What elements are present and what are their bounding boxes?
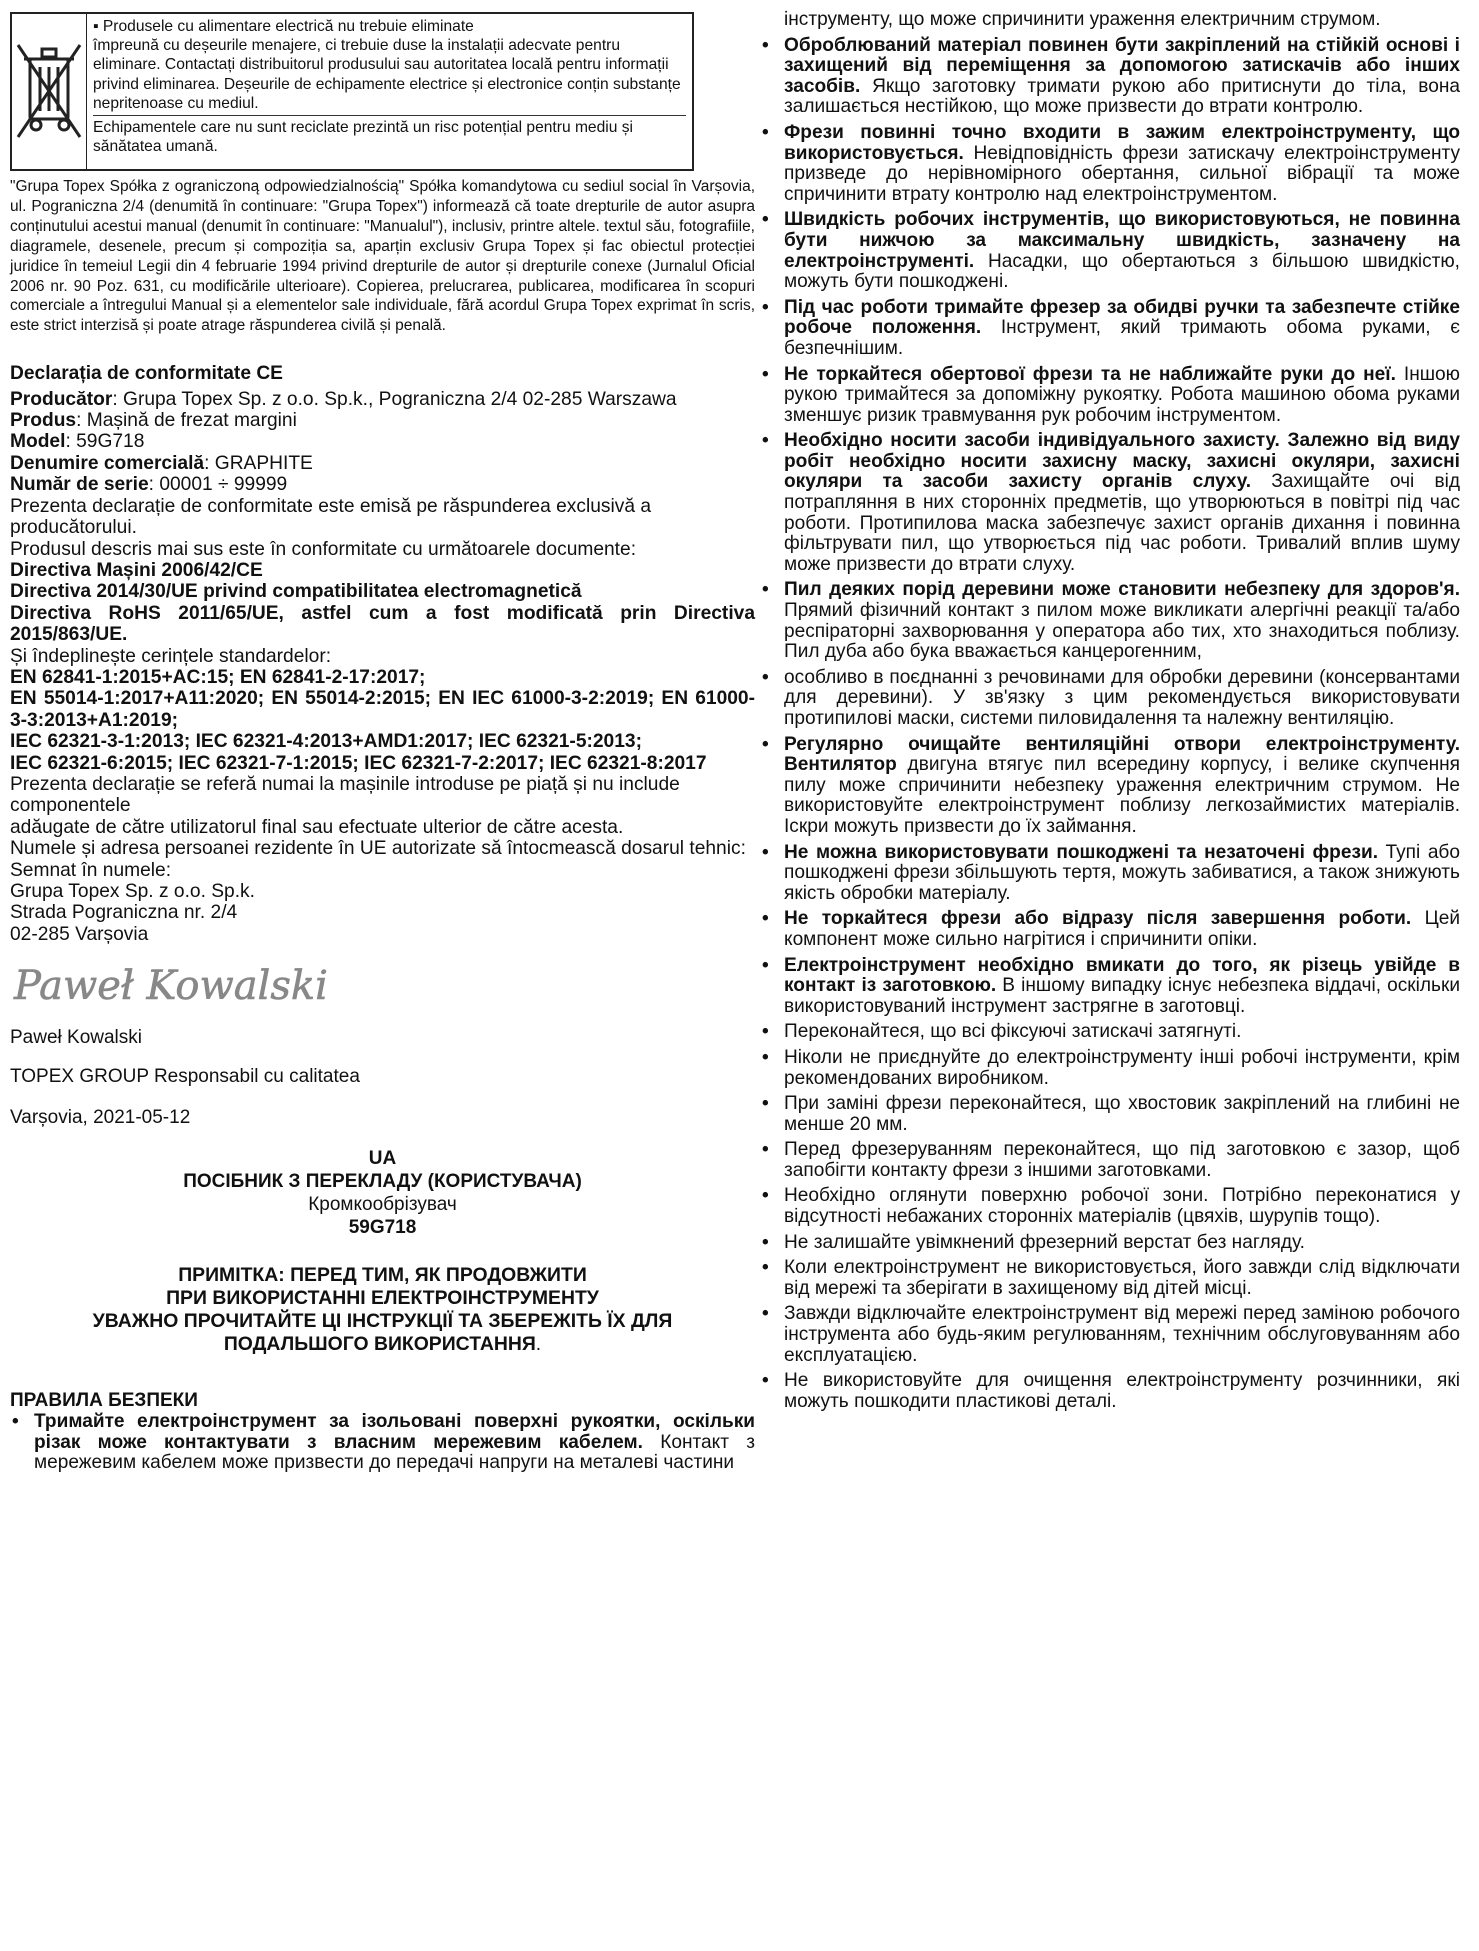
list-item: • Не використовуйте для очищення електроінструменту розчинники, які можуть пошкодити пластикові деталі. xyxy=(760,1371,1460,1412)
ua-note-period: . xyxy=(535,1333,542,1356)
applies-text-2: adăugate de către utilizatorul final sau efectuate ulterior de către acesta. xyxy=(10,816,624,838)
right-column xyxy=(760,10,1460,1417)
model-value: : 59G718 xyxy=(65,431,145,453)
ua-subtitle: Кромкообрізувач xyxy=(308,1194,457,1216)
list-item: • Не можна використовувати пошкоджені та незаточені фрези. Тупі або пошкоджені фрези збільшують тертя, можуть забиватися, а також знижують якість обробки матеріалу. xyxy=(760,843,1460,905)
responsibility-text: Prezenta declarație de conformitate este emisă pe răspunderea exclusivă a producătorului. xyxy=(10,495,652,539)
list-item: • Не торкайтеся фрези або відразу після завершення роботи. Цей компонент може сильно нагрітися і спричинити опіки. xyxy=(760,909,1460,950)
list-item: • особливо в поєднанні з речовинами для обробки деревини (консервантами для деревини). У зв'язку з цим рекомендується використовувати протипилові маски, системи пиловидалення та належну вентиляцію. xyxy=(760,668,1460,730)
standards-line-2: EN 55014-1:2017+A11:2020; EN 55014-2:2015; EN IEC 61000-3-2:2019; EN 61000-3-3:2013+A1:2019; xyxy=(10,688,755,731)
ua-manual-header xyxy=(10,1147,755,1239)
product-value: : Mașină de frezat margini xyxy=(76,410,297,432)
standards-line-4: IEC 62321-6:2015; IEC 62321-7-1:2015; IEC 62321-7-2:2017; IEC 62321-8:2017 xyxy=(10,752,707,774)
list-item: • Завжди відключайте електроінструмент від мережі перед заміною робочого інструмента або будь-яким регулюванням, технічним обслуговуванням або експлуатацією. xyxy=(760,1304,1460,1366)
list-item: • Тримайте електроінструмент за ізольовані поверхні рукоятки, оскільки різак може контактувати з власним мережевим кабелем. Контакт з мережевим кабелем може призвести до передачі напруги на металеві частини xyxy=(10,1412,755,1474)
list-item: • Не залишайте увімкнений фрезерний верстат без нагляду. xyxy=(760,1233,1460,1254)
serial-label: Număr de serie xyxy=(10,474,149,496)
ce-declaration xyxy=(10,363,755,945)
producer-label: Producător xyxy=(10,388,113,410)
list-item: • Пил деяких порід деревини може становити небезпеку для здоров'я. Прямий фізичний контакт з пилом може викликати алергічні реакції та/або респіраторні захворювання у оператора або тих, хто знаходиться поблизу. Пил дуба або бука вважається канцерогенним, xyxy=(760,580,1460,662)
weee-line-2: împreună cu deșeurile menajere, ci trebuie duse la instalații adecvate pentru eliminare. Contactați distribuitorul produsului sau autoritatea locală pentru informații privind eliminarea. Deșeurile de echipamente electrice și electronice conțin substanțe nepritenoase cu mediul. xyxy=(93,37,681,112)
ua-note-line-4: ПОДАЛЬШОГО ВИКОРИСТАННЯ xyxy=(223,1333,536,1356)
list-item: • Переконайтеся, що всі фіксуючі затискачі затягнуті. xyxy=(760,1022,1460,1043)
ua-note xyxy=(10,1264,755,1356)
address-line-3: 02-285 Varșovia xyxy=(10,923,149,945)
safety-rules-title: ПРАВИЛА БЕЗПЕКИ xyxy=(10,1390,198,1412)
declaration-title: Declarația de conformitate CE xyxy=(10,363,283,385)
weee-notice-box xyxy=(10,12,694,171)
ua-note-line-1: ПРИМІТКА: ПЕРЕД ТИМ, ЯК ПРОДОВЖИТИ xyxy=(178,1264,587,1287)
ua-title: ПОСІБНИК З ПЕРЕКЛАДУ (КОРИСТУВАЧА) xyxy=(183,1171,582,1193)
directive-emc: Directiva 2014/30/UE privind compatibilitatea electromagnetică xyxy=(10,581,582,603)
signer-role: TOPEX GROUP Responsabil cu calitatea xyxy=(10,1066,360,1088)
ua-lang-code: UA xyxy=(368,1148,397,1170)
model-label: Model xyxy=(10,431,66,453)
list-item: • Оброблюваний матеріал повинен бути закріплений на стійкій основі і захищений від переміщення за допомогою затискачів або інших засобів. Якщо заготовку тримати рукою або притиснути до тіла, вона залишається нестійкою, що може призвести до втрати контролю. xyxy=(760,36,1460,118)
list-item: • При заміні фрези переконайтеся, що хвостовик закріплений на глибині не менше 20 мм. xyxy=(760,1094,1460,1135)
producer-value: : Grupa Topex Sp. z o.o. Sp.k., Pograniczna 2/4 02-285 Warszawa xyxy=(112,388,677,410)
weee-line-3: Echipamentele care nu sunt reciclate prezintă un risc potențial pentru mediu și sănătatea umană. xyxy=(93,115,686,156)
place-date: Varșovia, 2021-05-12 xyxy=(10,1107,191,1129)
ua-note-line-2: ПРИ ВИКОРИСТАННІ ЕЛЕКТРОІНСТРУМЕНТУ xyxy=(166,1287,599,1310)
left-safety-list xyxy=(10,1412,755,1474)
right-safety-list xyxy=(760,36,1460,1413)
list-item: • Ніколи не приєднуйте до електроінструменту інші робочі інструменти, крім рекомендованих виробником. xyxy=(760,1048,1460,1089)
ua-model: 59G718 xyxy=(348,1217,417,1239)
standards-intro: Și îndeplinește cerințele standardelor: xyxy=(10,645,332,667)
eu-representative-text: Numele și adresa persoanei rezidente în UE autorizate să întocmească dosarul tehnic: xyxy=(10,838,746,860)
directive-rohs: Directiva RoHS 2011/65/UE, astfel cum a fost modificată prin Directiva 2015/863/UE. xyxy=(10,602,755,646)
weee-text xyxy=(87,14,692,169)
list-item: • Необхідно носити засоби індивідуального захисту. Залежно від виду робіт необхідно носити захисну маску, захисні окуляри, захисні окуляри та засоби захисту органів слуху. Захищайте очі від потрапляння в них сторонніх предметів, що утворюються в повітрі під час роботи. Протипилова маска забезпечує захист органів дихання і повинна фільтрувати пил, що утворюється під час роботи. Тривалий вплив шуму може призвести до втрати слуху. xyxy=(760,431,1460,575)
signature-image xyxy=(10,947,755,1027)
product-label: Produs xyxy=(10,410,77,432)
copyright-notice xyxy=(10,177,755,336)
crossed-bin-icon xyxy=(12,37,86,147)
standards-line-3: IEC 62321-3-1:2013; IEC 62321-4:2013+AMD1:2017; IEC 62321-5:2013; xyxy=(10,731,642,753)
signed-on-behalf: Semnat în numele: xyxy=(10,859,172,881)
address-line-1: Grupa Topex Sp. z o.o. Sp.k. xyxy=(10,881,255,902)
weee-icon-cell xyxy=(12,14,87,169)
signature-text: Paweł Kowalski xyxy=(14,963,328,1010)
list-item: • Регулярно очищайте вентиляційні отвори електроінструменту. Вентилятор двигуна втягує пил всередину корпусу, і велике скупчення пилу може спричинити небезпеку ураження електричним струмом. Не використовуйте електроінструмент поблизу легкозаймистих матеріалів. Іскри можуть призвести до їх займання. xyxy=(760,735,1460,838)
address-line-2: Strada Pograniczna nr. 2/4 xyxy=(10,902,238,924)
list-item: • Необхідно оглянути поверхню робочої зони. Потрібно переконатися у відсутності небажаних сторонніх матеріалів (цвяхів, шурупів тощо). xyxy=(760,1186,1460,1227)
conformity-text: Produsul descris mai sus este în conformitate cu următoarele documente: xyxy=(10,538,637,560)
continued-text: інструменту, що може спричинити ураження електричним струмом. xyxy=(784,9,1381,30)
left-column xyxy=(10,12,755,1479)
list-item: • Фрези повинні точно входити в зажим електроінструменту, що використовується. Невідповідність фрези затискачу електроінструменту призведе до нерівномірного обертання, сильної вібрації та може спричинити втрату контролю над електроінструментом. xyxy=(760,123,1460,205)
copyright-text: "Grupa Topex Spółka z ograniczoną odpowiedzialnością" Spółka komandytowa cu sediul social în Varșovia, ul. Pograniczna 2/4 (denumită în continuare: "Grupa Topex") informează că toate drepturile de autor asupra conținutului acestui manual (denumit în continuare: "Manualul"), inclusiv, printre altele. textul său, fotografiile, diagramele, desenele, precum și compoziția sa, aparțin exclusiv Grupa Topex și fac obiectul protecției juridice în temeiul Legii din 4 februarie 1994 privind drepturile de autor și drepturile conexe (Jurnalul Oficial 2006 nr. 90 Poz. 631, cu modificările ulterioare). Copierea, prelucrarea, publicarea, modificarea în scopuri comerciale a întregului Manual și a elementelor sale individuale, fără acordul Grupa Topex exprimat în scris, este strict interzisă și poate atrage răspunderea civilă și penală. xyxy=(10,178,755,335)
weee-line-1: ▪ Produsele cu alimentare electrică nu trebuie eliminate xyxy=(93,18,474,35)
trade-name-value: : GRAPHITE xyxy=(204,452,313,474)
list-item: • Не торкайтеся обертової фрези та не наближайте руки до неї. Іншою рукою тримайтеся за допоміжну рукоятку. Робота машиною обома руками зменшує ризик травмування рук робочим інструментом. xyxy=(760,365,1460,427)
trade-name-label: Denumire comercială xyxy=(10,452,205,474)
applies-text-1: Prezenta declarație se referă numai la mașinile introduse pe piață și nu include componentele xyxy=(10,773,680,817)
list-item: • Швидкість робочих інструментів, що використовуються, не повинна бути нижчою за максимальну швидкість, зазначену на електроінструменті. Насадки, що обертаються з більшою швидкістю, можуть бути пошкоджені. xyxy=(760,210,1460,292)
list-item: • Коли електроінструмент не використовується, його завжди слід відключати від мережі та зберігати в захищеному від дітей місці. xyxy=(760,1258,1460,1299)
signer-name: Paweł Kowalski xyxy=(10,1027,142,1049)
serial-value: : 00001 ÷ 99999 xyxy=(148,474,288,496)
standards-line-1: EN 62841-1:2015+AC:15; EN 62841-2-17:2017; xyxy=(10,666,426,688)
ua-note-line-3: УВАЖНО ПРОЧИТАЙТЕ ЦІ ІНСТРУКЦІЇ ТА ЗБЕРЕЖІТЬ ЇХ ДЛЯ xyxy=(92,1310,673,1333)
list-item: • Електроінструмент необхідно вмикати до того, як різець увійде в контакт із заготовкою. В іншому випадку існує небезпека віддачі, оскільки використовуваний інструмент застрягне в заготовці. xyxy=(760,956,1460,1018)
list-item: • Перед фрезеруванням переконайтеся, що під заготовкою є зазор, щоб запобігти контакту фрези з іншими заготовками. xyxy=(760,1140,1460,1181)
list-item: • Під час роботи тримайте фрезер за обидві ручки та забезпечте стійке робоче положення. Інструмент, який тримають обома руками, є безпечнішим. xyxy=(760,298,1460,360)
directive-machinery: Directiva Mașini 2006/42/CE xyxy=(10,559,263,581)
